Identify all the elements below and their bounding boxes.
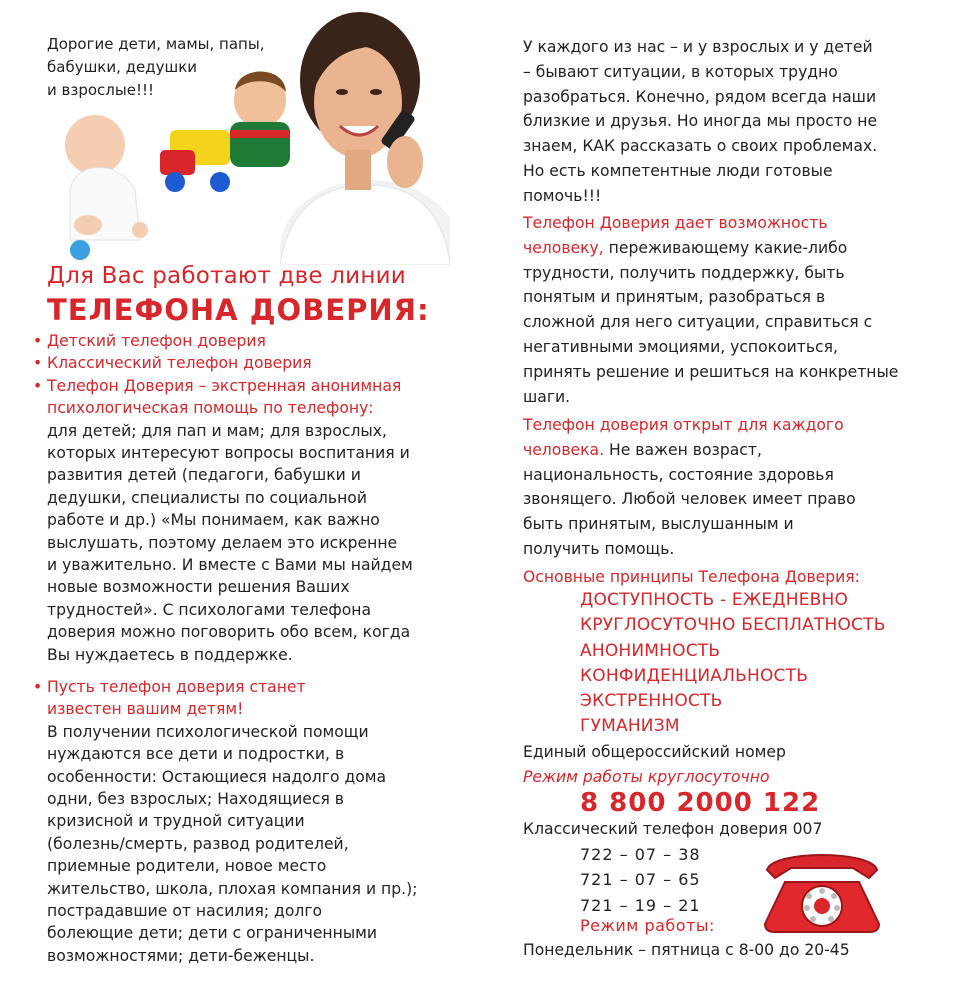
- text-line: – бывают ситуации, в которых трудно: [523, 62, 838, 81]
- text-line: [523, 438, 963, 463]
- text-line: возможностями; дети-беженцы.: [47, 946, 315, 965]
- text-line: помочь!!!: [523, 186, 602, 205]
- principle-item: АНОНИМНОСТЬ: [580, 640, 721, 661]
- text-line: работе и др.) «Мы понимаем, как важно: [47, 511, 380, 530]
- hours-label: Режим работы:: [580, 916, 715, 935]
- text-fragment: Не важен возраст,: [604, 440, 762, 459]
- text-line: приемные родители, новое место: [47, 857, 327, 876]
- intro-paragraph: [523, 35, 963, 209]
- services-list: [33, 330, 458, 666]
- text-line: принять решение и решиться на конкретные: [523, 362, 899, 381]
- text-line: близкие и друзья. Но иногда мы просто не: [523, 112, 878, 131]
- list-item-title-line: • Телефон Доверия – экстренная анонимная: [47, 376, 402, 395]
- list-item-title-line: психологическая помощь по телефону:: [47, 399, 374, 418]
- children-section: [33, 676, 458, 967]
- list-item: • Детский телефон доверия: [33, 330, 458, 352]
- text-fragment: переживающему какие-либо: [603, 238, 848, 257]
- hotline-number: 8 800 2000 122: [580, 788, 821, 818]
- text-line: Телефон Доверия дает возможность: [523, 214, 828, 232]
- text-line: для детей; для пап и мам; для взрослых,: [47, 421, 387, 440]
- text-line: новые возможности решения Ваших: [47, 578, 350, 597]
- list-item-title-line: известен вашим детям!: [47, 700, 244, 719]
- text-line: трудностей». С психологами телефона: [47, 600, 372, 619]
- text-line: звонящего. Любой человек имеет право: [523, 490, 856, 509]
- text-line: Телефон доверия открыт для каждого: [523, 416, 844, 434]
- text-line: понятым и принятым, разобраться в: [523, 288, 826, 307]
- text-line: Вы нуждаетесь в поддержке.: [47, 645, 293, 664]
- text-line: доверия можно поговорить обо всем, когда: [47, 623, 411, 642]
- text-line: жительство, школа, плохая компания и пр.);: [47, 879, 418, 898]
- text-line: сложной для него ситуации, справиться с: [523, 313, 873, 332]
- text-line: шаги.: [523, 387, 571, 406]
- text-line: (болезнь/смерть, развод родителей,: [47, 834, 349, 853]
- principle-item: ГУМАНИЗМ: [580, 716, 680, 737]
- right-column: [485, 0, 971, 1000]
- hotline-title: ТЕЛЕФОНА ДОВЕРИЯ:: [47, 293, 430, 327]
- text-line: В получении психологической помощи: [47, 722, 369, 741]
- text-line: трудности, получить поддержку, быть: [523, 263, 845, 282]
- classic-hotline-label: Классический телефон доверия 007: [523, 820, 823, 838]
- list-item-children: [33, 676, 458, 721]
- greeting-line: бабушки, дедушки: [47, 58, 198, 76]
- text-line: знаем, КАК рассказать о своих проблемах.: [523, 137, 878, 156]
- text-line: и уважительно. И вместе с Вами мы найдем: [47, 556, 413, 575]
- text-line: кризисной и трудной ситуации: [47, 812, 305, 831]
- open-to-all-paragraph: [523, 413, 963, 562]
- left-column: [0, 0, 485, 1000]
- principle-item: КОНФИДЕНЦИАЛЬНОСТЬ: [580, 665, 809, 686]
- principles-title: Основные принципы Телефона Доверия:: [523, 568, 860, 586]
- text-line: нуждаются все дети и подростки, в: [47, 745, 345, 764]
- children-description: [33, 721, 458, 967]
- emergency-description: [33, 420, 458, 666]
- highlight-text: человека.: [523, 440, 605, 459]
- text-line: болеющие дети; дети с ограниченными: [47, 924, 378, 943]
- phone-number: 721 – 07 – 65: [580, 870, 701, 890]
- text-line: быть принятым, выслушанным и: [523, 515, 794, 534]
- text-line: пострадавшие от насилия; долго: [47, 902, 323, 921]
- phone-number: 721 – 19 – 21: [580, 895, 701, 915]
- text-line: национальность, состояние здоровья: [523, 465, 834, 484]
- red-rotary-telephone-icon: [757, 842, 887, 934]
- greeting-text: [47, 33, 317, 102]
- text-line: выслушать, поэтому делаем это искренне: [47, 533, 398, 552]
- text-line: развития детей (педагоги, бабушки и: [47, 466, 361, 485]
- text-line: Но есть компетентные люди готовые: [523, 161, 833, 180]
- text-line: негативными эмоциями, успокоиться,: [523, 337, 838, 356]
- text-line: разобраться. Конечно, рядом всегда наши: [523, 87, 877, 106]
- text-line: [523, 236, 963, 261]
- text-line: одни, без взрослых; Находящиеся в: [47, 790, 344, 809]
- phone-list: [580, 842, 701, 918]
- mode-24h-label: Режим работы круглосуточно: [523, 768, 770, 786]
- opportunity-paragraph: [523, 211, 963, 409]
- text-line: особенности: Остающиеся надолго дома: [47, 767, 387, 786]
- highlight-text: человеку,: [523, 238, 604, 257]
- text-line: дедушки, специалисты по социальной: [47, 488, 367, 507]
- principle-item: ДОСТУПНОСТЬ - ЕЖЕДНЕВНО: [580, 590, 849, 610]
- text-line: которых интересуют вопросы воспитания и: [47, 444, 410, 463]
- principle-item: КРУГЛОСУТОЧНО БЕСПЛАТНОСТЬ: [580, 615, 886, 636]
- two-lines-heading: Для Вас работают две линии: [47, 263, 406, 289]
- greeting-line: Дорогие дети, мамы, папы,: [47, 35, 265, 53]
- text-line: получить помощь.: [523, 539, 675, 558]
- greeting-line: и взрослые!!!: [47, 81, 154, 99]
- text-line: У каждого из нас – и у взрослых и у детей: [523, 38, 873, 56]
- list-item-title-line: • Пусть телефон доверия станет: [47, 678, 306, 696]
- principle-item: ЭКСТРЕННОСТЬ: [580, 691, 723, 712]
- phone-number: 722 – 07 – 38: [580, 845, 701, 864]
- working-hours: Понедельник – пятница с 8-00 до 20-45: [523, 941, 850, 959]
- list-item-emergency: [33, 375, 458, 420]
- unified-number-label: Единый общероссийский номер: [523, 743, 786, 761]
- list-item: • Классический телефон доверия: [33, 352, 458, 374]
- principles-list: [580, 588, 886, 740]
